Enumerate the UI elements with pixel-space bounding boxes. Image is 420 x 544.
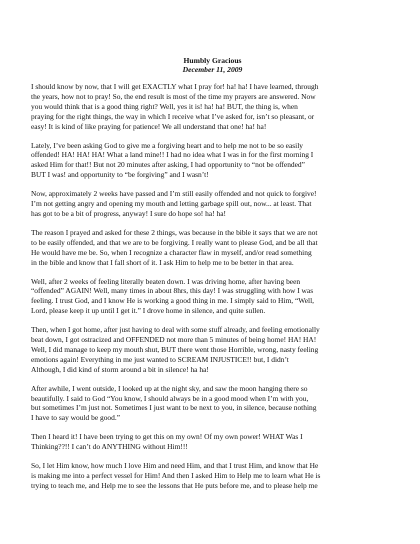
text-line: offended! HA! HA! HA! What a land mine!! I had no idea what I was in for the first morning I (31, 150, 314, 160)
text-line: Well, after 2 weeks of feeling literally beaten down. I was driving home, after having been (31, 276, 301, 286)
text-line: I’m not getting angry and opening my mouth and letting garbage spill out, now... at least. That (31, 199, 312, 209)
text-line: emotions again! Everything in me just wanted to SCREAM INJUSTICE!! but, I didn’t (31, 354, 289, 364)
text-line: praying for the right things, the way in which I receive what I’ve asked for, isn’t so pleasant, or (31, 111, 315, 121)
document-body (31, 82, 394, 491)
text-line: Now, approximately 2 weeks have passed and I’m still easily offended and not quick to forgive! (31, 189, 317, 199)
paragraph (31, 189, 394, 219)
text-line: but sometimes I’m just not. Sometimes I just want to be next to you, in silence, because nothing (31, 403, 317, 413)
text-line: I have to say would be good.” (31, 413, 121, 423)
text-line: The reason I prayed and asked for these 2 things, was because in the bible it says that we are not (31, 227, 318, 237)
paragraph (31, 277, 394, 317)
paragraph (31, 461, 394, 491)
text-line: After awhile, I went outside, I looked up at the night sky, and saw the moon hanging there so (31, 383, 308, 393)
text-line: He would have me be. So, when I recognize a character flaw in myself, and/or read something (31, 247, 312, 257)
text-line: Thinking??!! I can’t do ANYTHING without Him!!! (31, 442, 188, 452)
text-line: asked Him for that!! But not 20 minutes after asking, I had opportunity to “not be offended” (31, 160, 305, 170)
text-line: the years, how not to pray! So, the end result is most of the time my prayers are answered. Now (31, 91, 316, 101)
text-line: So, I let Him know, how much I love Him and need Him, and that I trust Him, and know that He (31, 461, 319, 471)
text-line: “offended” AGAIN! Well, many times in about 8hrs, this day! I was struggling with how I was (31, 286, 314, 296)
text-line: in the bible and know that I fall short of it. I ask Him to help me to be better in that area. (31, 257, 294, 267)
paragraph (31, 432, 394, 452)
text-line: BUT I was! and opportunity to “be forgiving” and I wasn’t! (31, 170, 209, 180)
text-line: feeling. I trust God, and I know He is working a good thing in me. I simply said to Him, “Well, (31, 296, 315, 306)
text-line: Well, I did manage to keep my mouth shut, BUT there went those Horrible, wrong, nasty feeling (31, 344, 319, 354)
text-line: trying to teach me, and Help me to see the lessons that He puts before me, and to please help me (31, 480, 318, 490)
text-line: Then I heard it! I have been trying to get this on my own! Of my own power! WHAT Was I (31, 432, 303, 442)
text-line: easy! It is kind of like praying for patience! We all understand that one! ha! ha! (31, 121, 267, 131)
text-line: you would think that is a good thing right? Well, yes it is! ha! ha! BUT, the thing is, when (31, 101, 298, 111)
text-line: beat down, I got ostracized and OFFENDED not more than 5 minutes of being home! HA! HA! (31, 335, 317, 345)
paragraph (31, 384, 394, 424)
text-line: Lord, please keep it up until I get it.” I drove home in silence, and quite sullen. (31, 306, 266, 316)
paragraph (31, 228, 394, 268)
paragraph (31, 141, 394, 181)
document-date: December 11, 2009 (182, 65, 243, 74)
document-title: Humbly Gracious (183, 56, 242, 65)
text-line: Lately, I’ve been asking God to give me a forgiving heart and to help me not to be so easily (31, 140, 304, 150)
text-line: Then, when I got home, after just having to deal with some stuff already, and feeling emotionally (31, 325, 320, 335)
text-line: I should know by now, that I will get EXACTLY what I pray for! ha! ha! I have learned, through (31, 82, 319, 91)
paragraph (31, 325, 394, 375)
text-line: Although, I did kind of storm around a bit in silence! ha ha! (31, 364, 209, 374)
text-line: has got to be a bit of progress, anyway! I sure do hope so! ha! ha! (31, 208, 226, 218)
text-line: beautifully. I said to God “You know, I should always be in a good mood when I’m with you, (31, 393, 309, 403)
text-line: is making me into a perfect vessel for Him! And then I asked Him to Help me to learn what He is (31, 471, 321, 480)
text-line: to be easily offended, and that we are to be forgiving. I really want to please God, and be all that (31, 237, 318, 247)
paragraph (31, 82, 394, 132)
